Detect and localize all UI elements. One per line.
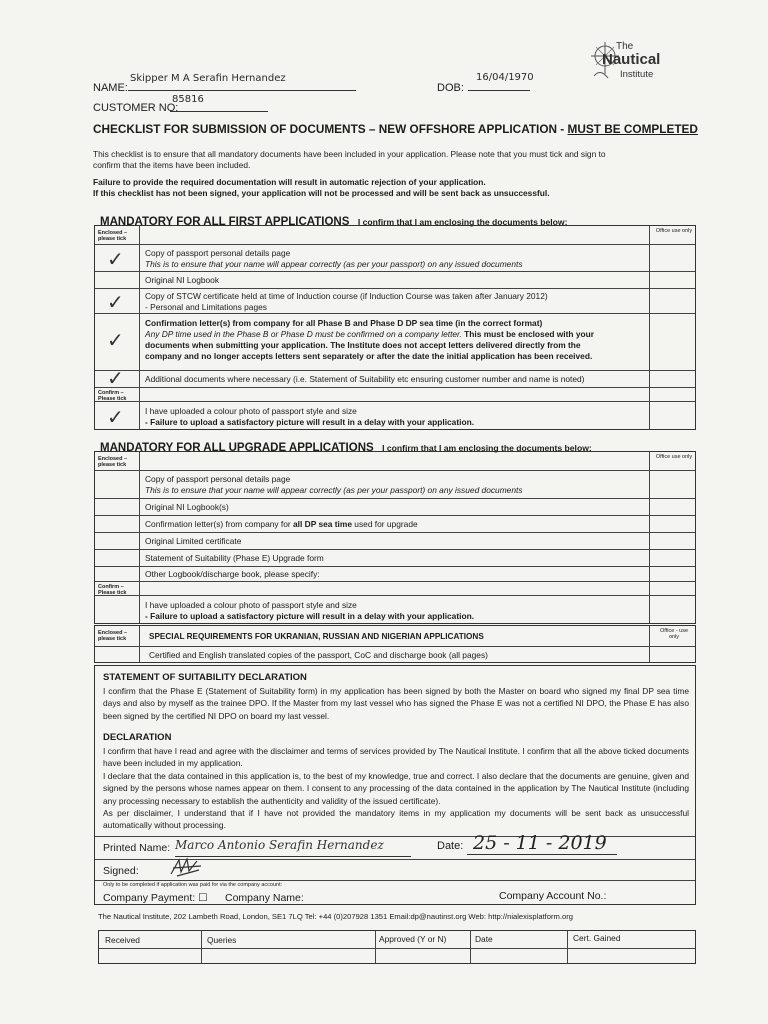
col-received: Received [105, 935, 140, 945]
row-subtext: - Failure to upload a satisfactory picture will result in a delay with your application. [145, 611, 475, 621]
declaration-paragraph-1: I confirm that have I read and agree with the disclaimer and terms of services provided by The Nautical Institute. I confirm that all the above ticked documents have been included in my application. [103, 746, 689, 769]
enclosed-header: Enclosed – please tick [98, 230, 128, 242]
dob-label: DOB: [437, 82, 464, 94]
company-payment-text: Company Payment: [103, 892, 196, 904]
intro-warning-1: Failure to provide the required documentation will result in automatic rejection of your application. [93, 177, 486, 187]
logo-nautical: Nautical [602, 51, 661, 68]
intro-text [93, 149, 683, 199]
office-header: Office - use only [659, 628, 689, 640]
row-subtext: - Failure to upload a satisfactory picture will result in a delay with your application. [145, 417, 475, 427]
declaration-paragraph-3: As per disclaimer, I understand that if I have not provided the mandatory items in my application my documents will be sent back as unsuccessful automatically without processing. [103, 808, 689, 831]
office-header: Office use only [655, 228, 693, 234]
row-text: Additional documents where necessary (i.e. Statement of Suitability etc ensuring customer number and name is noted) [145, 374, 585, 384]
logo-the: The [616, 41, 634, 52]
printed-name-field[interactable] [175, 840, 411, 857]
company-note: Only to be completed if application was paid for via the company account: [103, 882, 283, 888]
company-payment-label [103, 892, 208, 904]
date-label: Date: [437, 840, 464, 852]
col-cert-gained: Cert. Gained [573, 933, 621, 943]
row-subtext: - Personal and Limitations pages [145, 302, 267, 312]
tick-mark[interactable]: ✓ [107, 405, 124, 429]
declaration-paragraph-2: I declare that the data contained in this application is, to the best of my knowledge, true and correct. I also declare that the documents are genuine, given and signed by the persons whose names appear on them. I consent to any processing of the data contained in the application by The Nautical Institute (including any processing necessary to establish the authenticity and validity of the issued certificate). [103, 770, 689, 806]
office-use-table [98, 930, 696, 964]
office-header: Office use only [655, 454, 693, 460]
first-row-photo [95, 401, 695, 431]
row-text-bold: all DP sea time [293, 519, 352, 529]
nautical-institute-logo [588, 36, 668, 88]
tick-mark[interactable]: ✓ [107, 247, 124, 271]
row-subtext-italic: Any DP time used in the Phase B or Phase D must be confirmed on a company letter. [145, 329, 462, 339]
page-title [93, 122, 698, 136]
first-applications-subtitle: I confirm that I am enclosing the documents below: [357, 217, 568, 227]
col-approved: Approved (Y or N) [379, 934, 447, 944]
row-subtext-bold: This must be enclosed with your [461, 329, 595, 339]
row-subtext-line3: documents when submitting your application. The Institute does not accept letters delivered directly from the [145, 340, 581, 350]
first-applications-table [94, 225, 696, 430]
special-requirements-table [94, 625, 696, 663]
col-queries: Queries [207, 935, 237, 945]
customer-no-value: 85816 [172, 94, 204, 105]
row-text: Original NI Logbook(s) [145, 502, 229, 512]
logo-institute: Institute [620, 69, 654, 80]
date-value: 25 - 11 - 2019 [473, 832, 607, 854]
tick-mark[interactable]: ✓ [107, 290, 124, 314]
customer-no-field[interactable] [170, 94, 268, 112]
declaration-box [94, 665, 696, 905]
confirm-header: Confirm – Please tick [98, 390, 127, 402]
row-text: Confirmation letter(s) from company for [145, 519, 294, 529]
upgrade-row-limited [95, 532, 695, 549]
row-text: Original NI Logbook [145, 275, 220, 285]
first-row-additional [95, 366, 695, 390]
special-requirements-title: SPECIAL REQUIREMENTS FOR UKRANIAN, RUSSIAN AND NIGERIAN APPLICATIONS [149, 632, 484, 641]
row-text: Copy of STCW certificate held at time of Induction course (if Induction Course was taken after January 2012) [145, 291, 548, 301]
footer-address: The Nautical Institute, 202 Lambeth Road, London, SE1 7LQ Tel: +44 (0)207928 1351 Email:dp@nautinst.org Web: http://nialexisplatform.org [98, 912, 573, 921]
tick-mark[interactable]: ✓ [107, 328, 124, 352]
name-label: NAME: [93, 82, 128, 94]
upgrade-row-passport [95, 470, 695, 498]
row-text: Other Logbook/discharge book, please specify: [145, 569, 320, 579]
dob-value: 16/04/1970 [476, 72, 534, 83]
customer-no-label: CUSTOMER NO: [93, 102, 179, 114]
row-text: Certified and English translated copies of the passport, CoC and discharge book (all pages) [149, 650, 488, 660]
tick-mark[interactable]: ✓ [107, 366, 124, 390]
intro-line-1: This checklist is to ensure that all mandatory documents have been included in your application. Please note that you must tick and sign to [93, 149, 606, 159]
declaration-heading: DECLARATION [103, 732, 172, 743]
printed-name-label: Printed Name: [103, 842, 171, 854]
row-text: I have uploaded a colour photo of passport style and size [145, 406, 357, 416]
company-account-label: Company Account No.: [499, 890, 607, 902]
page-title-emphasis: MUST BE COMPLETED [567, 122, 698, 136]
name-value: Skipper M A Serafin Hernandez [130, 73, 286, 84]
dob-field[interactable] [468, 72, 534, 91]
row-text: Copy of passport personal details page [145, 474, 291, 484]
row-text: Copy of passport personal details page [145, 248, 291, 258]
first-row-stcw [95, 288, 695, 313]
suitability-heading: STATEMENT OF SUITABILITY DECLARATION [103, 672, 307, 683]
row-subtext-line4: company and no longer accepts letters sent separately or after the date the initial application has been received. [145, 351, 593, 361]
row-text: Statement of Suitability (Phase E) Upgrade form [145, 553, 324, 563]
date-field[interactable] [467, 834, 617, 855]
upgrade-row-confirmation [95, 515, 695, 532]
enclosed-header: Enclosed – please tick [98, 630, 128, 642]
printed-name-value: Marco Antonio Serafin Hernandez [175, 838, 384, 852]
signature-mark [167, 856, 207, 880]
confirm-header: Confirm – Please tick [98, 584, 127, 596]
first-row-confirmation [95, 313, 695, 370]
upgrade-row-logbook [95, 498, 695, 515]
special-row-passport [95, 646, 695, 664]
upgrade-row-suitability [95, 549, 695, 566]
first-applications-title: MANDATORY FOR ALL FIRST APPLICATIONS [100, 216, 350, 228]
row-subtext: This is to ensure that your name will appear correctly (as per your passport) on any issued documents [145, 259, 523, 269]
row-text: Original Limited certificate [145, 536, 242, 546]
intro-warning-2: If this checklist has not been signed, your application will not be processed and will be sent back as unsuccessful. [93, 188, 550, 198]
upgrade-applications-subtitle: I confirm that I am enclosing the documents below: [382, 443, 592, 453]
signed-label: Signed: [103, 865, 139, 877]
first-row-logbook [95, 271, 695, 288]
row-text-post: used for upgrade [351, 519, 418, 529]
row-subtext: This is to ensure that your name will appear correctly (as per your passport) on any issued documents [145, 485, 523, 495]
upgrade-row-other [95, 566, 695, 581]
company-payment-checkbox[interactable]: ☐ [198, 892, 208, 904]
upgrade-applications-title: MANDATORY FOR ALL UPGRADE APPLICATIONS [100, 442, 374, 454]
upgrade-row-photo [95, 595, 695, 625]
suitability-text: I confirm that the Phase E (Statement of Suitability form) in my application has been signed by both the Master on board who signed my final DP sea time days and also by myself as the trainee DPO. If the Master from my last vessel who has signed the Phase E was not a certified NI DPO, the Phase E has also been signed by the certified NI DPO on board my last vessel. [103, 686, 689, 721]
page-title-main: CHECKLIST FOR SUBMISSION OF DOCUMENTS – NEW OFFSHORE APPLICATION - [93, 122, 568, 136]
company-name-label: Company Name: [225, 892, 304, 904]
intro-line-2: confirm that the items have been included. [93, 160, 251, 170]
name-field[interactable] [128, 73, 356, 91]
upgrade-applications-table [94, 451, 696, 624]
col-date: Date [475, 934, 493, 944]
row-text: Confirmation letter(s) from company for all Phase B and Phase D DP sea time (in the correct format) [145, 318, 543, 328]
row-text: I have uploaded a colour photo of passport style and size [145, 600, 357, 610]
first-row-passport [95, 244, 695, 271]
enclosed-header: Enclosed – please tick [98, 456, 128, 468]
